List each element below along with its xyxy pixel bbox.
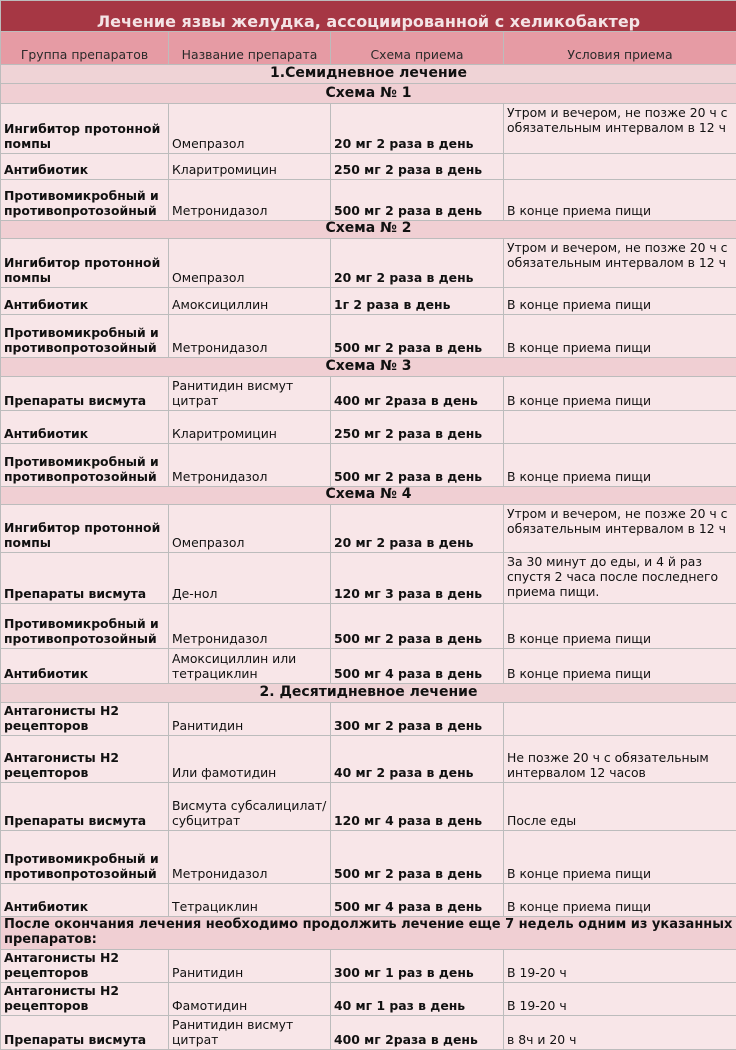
cell-conditions: За 30 минут до еды, и 4 й раз спустя 2 часа после последнего приема пищи. (504, 553, 736, 604)
cell-drug: Амоксициллин или тетрациклин (169, 649, 331, 684)
cell-drug: Кларитромицин (169, 154, 331, 180)
cell-drug: Фамотидин (169, 983, 331, 1016)
scheme-row (1, 84, 736, 104)
cell-drug: Омепразол (169, 239, 331, 288)
cell-conditions: В конце приема пищи (504, 884, 736, 917)
table-row (1, 288, 736, 315)
column-header-drug: Название препарата (169, 32, 331, 65)
cell-dose: 300 мг 2 раза в день (331, 703, 504, 736)
table-row (1, 703, 736, 736)
cell-dose: 400 мг 2раза в день (331, 377, 504, 411)
cell-drug: Метронидазол (169, 604, 331, 649)
cell-group: Антибиотик (1, 288, 169, 315)
scheme-row (1, 487, 736, 505)
cell-dose: 20 мг 2 раза в день (331, 505, 504, 553)
cell-conditions: В 19-20 ч (504, 983, 736, 1016)
table-row (1, 315, 736, 358)
cell-drug: Тетрациклин (169, 884, 331, 917)
cell-dose: 20 мг 2 раза в день (331, 239, 504, 288)
cell-conditions: в 8ч и 20 ч (504, 1016, 736, 1050)
table-row (1, 553, 736, 604)
cell-dose: 120 мг 3 раза в день (331, 553, 504, 604)
cell-group: Противомикробный и противопротозойный (1, 831, 169, 884)
scheme-title-4: Схема № 4 (1, 487, 736, 505)
table-row (1, 239, 736, 288)
cell-drug: Ранитидин (169, 703, 331, 736)
cell-group: Ингибитор протонной помпы (1, 505, 169, 553)
cell-conditions: В конце приема пищи (504, 180, 736, 221)
cell-dose: 400 мг 2раза в день (331, 1016, 504, 1050)
table-row (1, 649, 736, 684)
cell-conditions: Утром и вечером, не позже 20 ч с обязательным интервалом в 12 ч (504, 239, 736, 288)
cell-group: Противомикробный и противопротозойный (1, 444, 169, 487)
cell-drug: Висмута субсалицилат/субцитрат (169, 783, 331, 831)
column-header-group: Группа препаратов (1, 32, 169, 65)
scheme-row (1, 358, 736, 377)
table-title: Лечение язвы желудка, ассоциированной с хеликобактер (1, 1, 736, 32)
table-row (1, 950, 736, 983)
cell-dose: 40 мг 2 раза в день (331, 736, 504, 783)
scheme-title-1: Схема № 1 (1, 84, 736, 104)
after-treatment-note: После окончания лечения необходимо продолжить лечение еще 7 недель одним из указанных препаратов: (1, 917, 736, 950)
cell-dose: 500 мг 2 раза в день (331, 444, 504, 487)
table-row (1, 505, 736, 553)
cell-drug: Метронидазол (169, 831, 331, 884)
cell-drug: Метронидазол (169, 444, 331, 487)
cell-group: Антагонисты Н2 рецепторов (1, 950, 169, 983)
table-row (1, 104, 736, 154)
table-row (1, 411, 736, 444)
cell-dose: 250 мг 2 раза в день (331, 411, 504, 444)
cell-dose: 500 мг 4 раза в день (331, 649, 504, 684)
cell-group: Противомикробный и противопротозойный (1, 604, 169, 649)
cell-dose: 300 мг 1 раз в день (331, 950, 504, 983)
cell-dose: 120 мг 4 раза в день (331, 783, 504, 831)
cell-drug: Ранитидин висмут цитрат (169, 377, 331, 411)
cell-conditions: В конце приема пищи (504, 377, 736, 411)
table-row (1, 377, 736, 411)
section-title-ten-day: 2. Десятидневное лечение (1, 684, 736, 703)
cell-conditions: В конце приема пищи (504, 831, 736, 884)
cell-group: Ингибитор протонной помпы (1, 239, 169, 288)
cell-drug: Ранитидин (169, 950, 331, 983)
cell-conditions: Не позже 20 ч с обязательным интервалом 12 часов (504, 736, 736, 783)
cell-group: Антагонисты Н2 рецепторов (1, 703, 169, 736)
title-row (1, 1, 736, 32)
cell-conditions (504, 703, 736, 736)
cell-group: Препараты висмута (1, 1016, 169, 1050)
cell-drug: Омепразол (169, 505, 331, 553)
cell-group: Противомикробный и противопротозойный (1, 180, 169, 221)
cell-drug: Амоксициллин (169, 288, 331, 315)
cell-dose: 500 мг 2 раза в день (331, 604, 504, 649)
cell-conditions: В конце приема пищи (504, 315, 736, 358)
cell-group: Препараты висмута (1, 377, 169, 411)
table-row (1, 180, 736, 221)
table-row (1, 831, 736, 884)
cell-conditions: В конце приема пищи (504, 604, 736, 649)
note-row (1, 917, 736, 950)
table-row (1, 736, 736, 783)
cell-dose: 1г 2 раза в день (331, 288, 504, 315)
table-row (1, 154, 736, 180)
cell-group: Антибиотик (1, 649, 169, 684)
cell-drug: Омепразол (169, 104, 331, 154)
cell-dose: 40 мг 1 раз в день (331, 983, 504, 1016)
section-title-seven-day: 1.Семидневное лечение (1, 65, 736, 84)
cell-group: Антибиотик (1, 884, 169, 917)
scheme-title-3: Схема № 3 (1, 358, 736, 377)
table-row (1, 983, 736, 1016)
cell-group: Препараты висмута (1, 783, 169, 831)
cell-drug: Ранитидин висмут цитрат (169, 1016, 331, 1050)
table-row (1, 604, 736, 649)
cell-drug: Метронидазол (169, 180, 331, 221)
cell-group: Препараты висмута (1, 553, 169, 604)
cell-conditions: В конце приема пищи (504, 649, 736, 684)
table-row (1, 1016, 736, 1050)
cell-drug: Метронидазол (169, 315, 331, 358)
cell-group: Антагонисты Н2 рецепторов (1, 983, 169, 1016)
cell-drug: Или фамотидин (169, 736, 331, 783)
cell-group: Антибиотик (1, 154, 169, 180)
table-row (1, 783, 736, 831)
section-row (1, 65, 736, 84)
cell-conditions: Утром и вечером, не позже 20 ч с обязательным интервалом в 12 ч (504, 104, 736, 154)
cell-conditions: В 19-20 ч (504, 950, 736, 983)
header-row (1, 32, 736, 65)
cell-group: Ингибитор протонной помпы (1, 104, 169, 154)
scheme-row (1, 221, 736, 239)
cell-dose: 20 мг 2 раза в день (331, 104, 504, 154)
column-header-conditions: Условия приема (504, 32, 736, 65)
cell-conditions (504, 411, 736, 444)
cell-conditions (504, 154, 736, 180)
cell-dose: 500 мг 2 раза в день (331, 315, 504, 358)
cell-dose: 500 мг 2 раза в день (331, 180, 504, 221)
cell-dose: 500 мг 4 раза в день (331, 884, 504, 917)
cell-conditions: После еды (504, 783, 736, 831)
cell-dose: 250 мг 2 раза в день (331, 154, 504, 180)
cell-conditions: В конце приема пищи (504, 444, 736, 487)
scheme-title-2: Схема № 2 (1, 221, 736, 239)
table-row (1, 884, 736, 917)
cell-group: Антагонисты Н2 рецепторов (1, 736, 169, 783)
cell-conditions: В конце приема пищи (504, 288, 736, 315)
table-row (1, 444, 736, 487)
section-row (1, 684, 736, 703)
cell-conditions: Утром и вечером, не позже 20 ч с обязательным интервалом в 12 ч (504, 505, 736, 553)
column-header-dose: Схема приема (331, 32, 504, 65)
cell-drug: Кларитромицин (169, 411, 331, 444)
cell-group: Противомикробный и противопротозойный (1, 315, 169, 358)
cell-group: Антибиотик (1, 411, 169, 444)
cell-dose: 500 мг 2 раза в день (331, 831, 504, 884)
cell-drug: Де-нол (169, 553, 331, 604)
